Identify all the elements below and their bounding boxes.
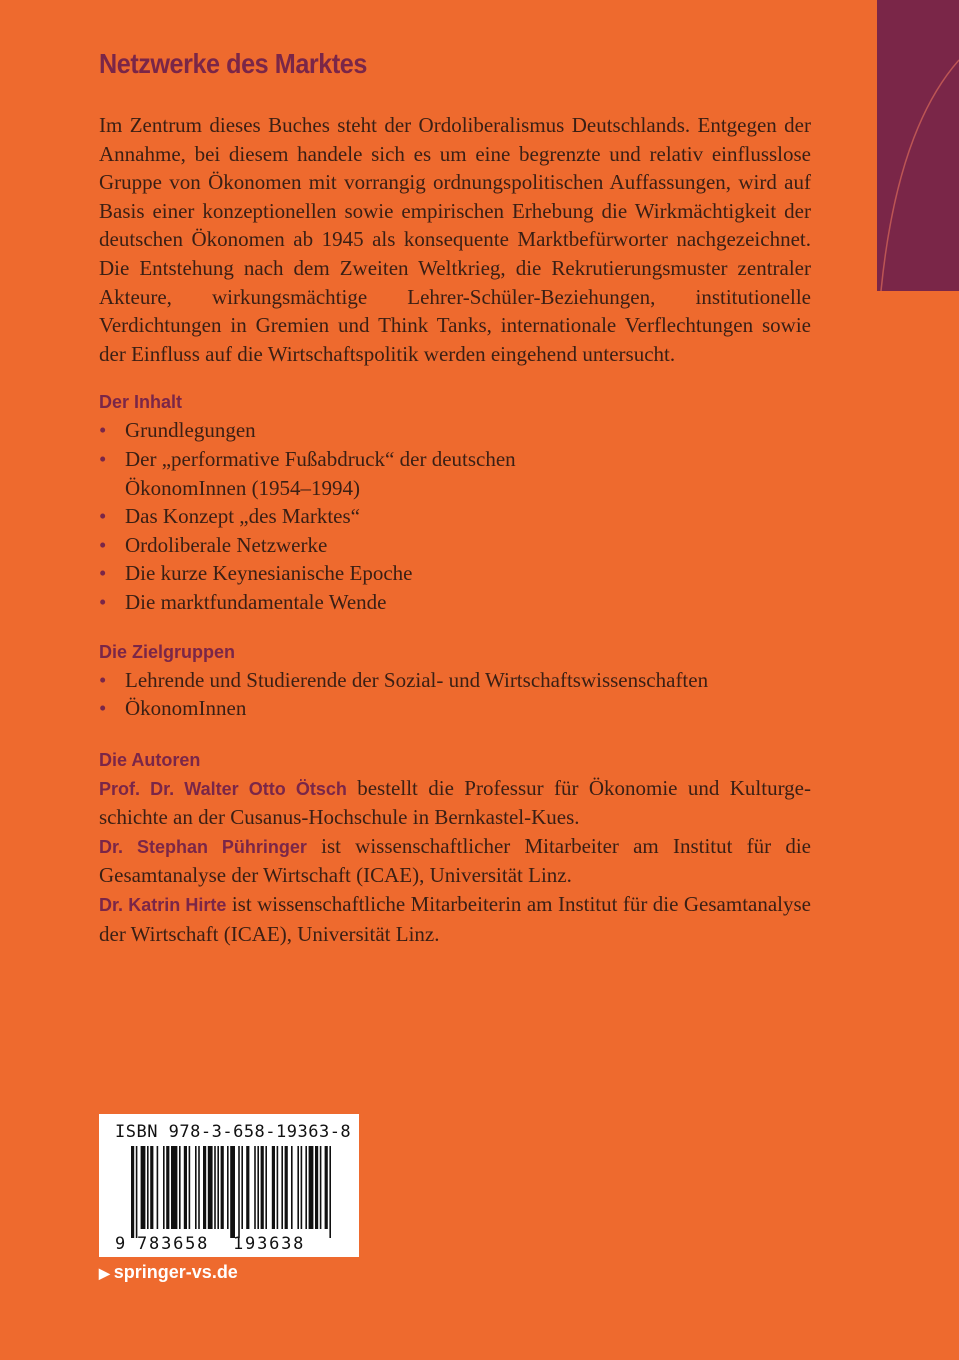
barcode-bar xyxy=(171,1146,177,1229)
bullet-icon: • xyxy=(99,418,107,443)
barcode-digits-right: 193638 xyxy=(233,1234,306,1254)
barcode-bar xyxy=(214,1146,216,1229)
book-description: Im Zentrum dieses Buches steht der Ordoliberalismus Deutschlands. Entgegen der Annahme, bei diesem handele sich es um eine begrenzte und relativ einflusslose Gruppe von Ökonomen mit vorrangig ordnungspolitischen Auffassungen, wird auf Basis einer konzeptionellen sowie empirischen Erhebung die Wirkmächtigkeit der deutschen Ökonomen ab 1945 als konsequente Marktbefürworter nachgezeichnet. Die Entstehung nach dem Zweiten Weltkrieg, die Rekrutierungsmuster zentraler Akteure, wirkungsmächtige Lehrer-Schüler-Beziehungen, institutionelle Verdichtungen in Gremien und Think Tanks, internationale Verflechtungen sowie der Einfluss auf die Wirtschaftspolitik werden eingehend untersucht. xyxy=(99,113,811,366)
barcode-bar xyxy=(320,1146,322,1229)
barcode-bar xyxy=(230,1146,235,1238)
barcode-bar xyxy=(301,1146,303,1229)
isbn-barcode xyxy=(99,1114,359,1257)
book-title: Netzwerke des Marktes xyxy=(99,48,367,79)
contents-heading: Der Inhalt xyxy=(99,392,183,413)
barcode-bar xyxy=(131,1146,134,1238)
bullet-icon: • xyxy=(99,446,107,471)
barcode-bar xyxy=(179,1146,181,1229)
barcode-bar xyxy=(150,1146,153,1229)
barcode-bar xyxy=(325,1146,328,1229)
corner-decoration xyxy=(877,0,959,291)
target-groups-heading: Die Zielgruppen xyxy=(99,641,236,662)
barcode-bar xyxy=(305,1146,307,1229)
barcode-bar xyxy=(208,1146,213,1229)
barcode-digit-lead: 9 xyxy=(115,1234,126,1254)
publisher-link[interactable]: ▶ springer-vs.de xyxy=(99,1262,238,1282)
barcode-bar xyxy=(217,1146,219,1229)
list-item: • Grundlegungen xyxy=(99,416,811,445)
barcode-bar xyxy=(157,1146,159,1229)
bullet-icon: • xyxy=(99,561,107,586)
bullet-icon: • xyxy=(99,532,107,557)
list-item: • Lehrende und Studierende der Sozial- und Wirtschaftswissenschaften xyxy=(99,666,811,695)
barcode-bar xyxy=(315,1146,318,1229)
list-item: • ÖkonomInnen xyxy=(99,694,811,723)
list-item: • Das Konzept „des Marktes“ xyxy=(99,502,811,531)
author-name: Prof. Dr. Walter Otto Ötsch xyxy=(99,778,347,799)
barcode-bar xyxy=(136,1146,138,1238)
barcode-bar xyxy=(297,1146,299,1229)
barcode-bar xyxy=(272,1146,275,1229)
barcode-bar xyxy=(221,1146,224,1229)
barcode-bar xyxy=(277,1146,279,1229)
list-item: • Der „performative Fußabdruck“ der deutschen ÖkonomInnen (1954–1994) xyxy=(99,446,516,500)
barcode-bar xyxy=(261,1146,264,1229)
barcode-digits-left: 783658 xyxy=(137,1234,210,1254)
bullet-icon: • xyxy=(99,667,107,692)
barcode-bar xyxy=(265,1146,267,1229)
barcode-bar xyxy=(285,1146,288,1229)
list-item: • Die marktfundamentale Wende xyxy=(99,588,811,617)
barcode-bar xyxy=(227,1146,229,1229)
barcode-bar xyxy=(203,1146,206,1229)
barcode-bar xyxy=(166,1146,169,1229)
author-bio: Dr. Katrin Hirte ist wissenschaftliche Mitarbeiterin am Institut für die Gesamtanalyse der Wirtschaft (ICAE), Universität Linz. xyxy=(99,892,811,946)
barcode-bar xyxy=(147,1146,149,1229)
bullet-icon: • xyxy=(99,696,107,721)
author-name: Dr. Katrin Hirte xyxy=(99,895,227,916)
barcode-bar xyxy=(257,1146,259,1229)
author-bio: Prof. Dr. Walter Otto Ötsch bestellt die Professur für Ökonomie und Kulturgeschichte an der Cusanus-Hochschule in Bernkastel-Kues. xyxy=(99,775,812,830)
list-item: • Ordoliberale Netzwerke xyxy=(99,531,811,560)
barcode-bar xyxy=(195,1146,197,1229)
contents-list xyxy=(99,416,811,616)
bullet-icon: • xyxy=(99,504,107,529)
back-cover-text xyxy=(99,46,811,948)
play-arrow-icon: ▶ xyxy=(99,1265,110,1281)
author-name: Dr. Stephan Pühringer xyxy=(99,836,307,857)
barcode-bar xyxy=(281,1146,283,1229)
barcode-bar xyxy=(184,1146,187,1229)
barcode-bar xyxy=(141,1146,146,1229)
barcode-bar xyxy=(189,1146,191,1229)
barcode-bar xyxy=(309,1146,314,1229)
target-groups-list xyxy=(99,666,811,723)
barcode-graphic xyxy=(99,1114,359,1257)
author-bio: Dr. Stephan Pühringer ist wissenschaftlicher Mitarbeiter am Institut für die Gesamtanalyse der Wirtschaft (ICAE), Universität Linz. xyxy=(99,833,811,888)
barcode-bar xyxy=(246,1146,249,1229)
barcode-bar xyxy=(198,1146,200,1229)
bullet-icon: • xyxy=(99,589,107,614)
arc-decoration xyxy=(877,0,959,291)
barcode-bar xyxy=(241,1146,243,1229)
barcode-bar xyxy=(238,1146,240,1238)
barcode-bar xyxy=(329,1146,331,1238)
barcode-bar xyxy=(163,1146,165,1229)
barcode-bar xyxy=(254,1146,256,1229)
list-item: • Die kurze Keynesianische Epoche xyxy=(99,559,811,588)
isbn-label: ISBN 978-3-658-19363-8 xyxy=(115,1122,352,1142)
barcode-bar xyxy=(291,1146,293,1229)
authors-heading: Die Autoren xyxy=(99,749,201,770)
